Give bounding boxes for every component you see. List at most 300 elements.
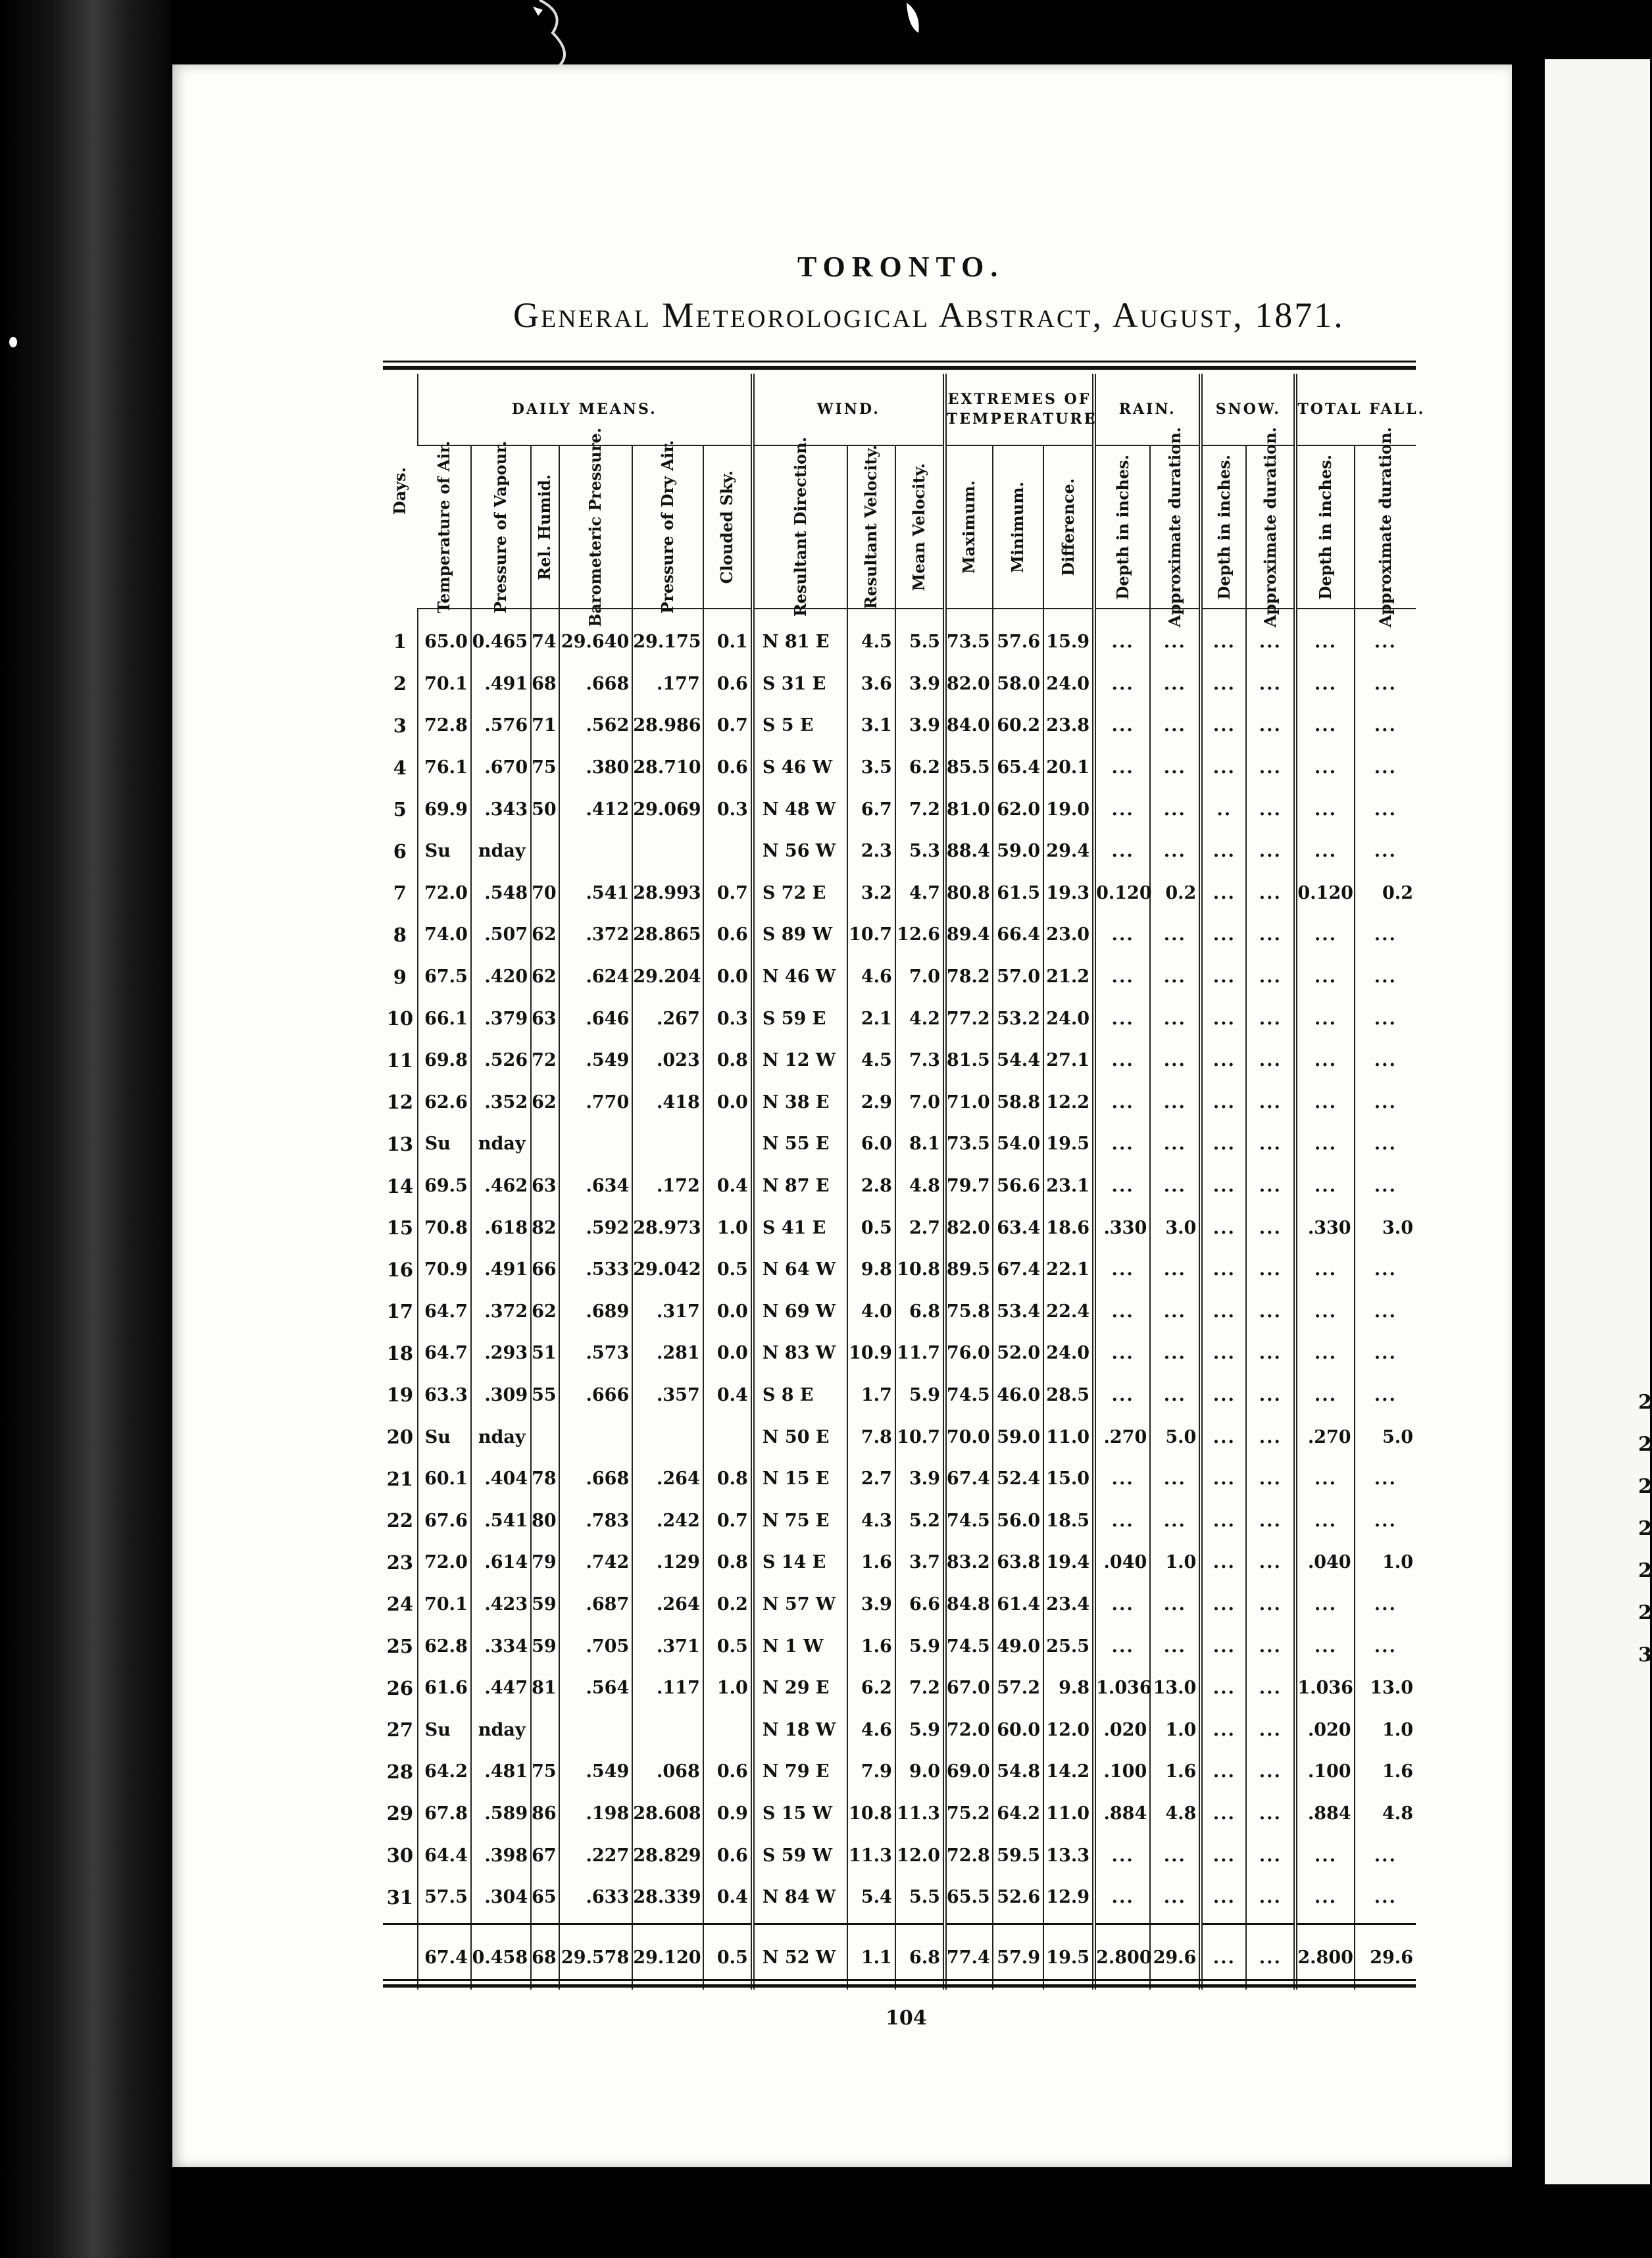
table-cell: 9.8	[1043, 1667, 1094, 1709]
table-cell: 28.5	[1043, 1374, 1094, 1417]
table-cell: ...	[1094, 609, 1150, 663]
table-cell: 22.4	[1043, 1291, 1094, 1333]
table-cell	[559, 830, 633, 872]
table-cell: ...	[1246, 1207, 1295, 1249]
table-cell: .379	[471, 997, 531, 1040]
group-extremes: EXTREMES OF TEMPERATURE	[945, 374, 1094, 445]
table-cell: ...	[1355, 705, 1416, 747]
table-cell: ...	[1246, 788, 1295, 830]
day-number: 11	[386, 1049, 414, 1072]
table-cell: N 29 E	[753, 1667, 847, 1709]
table-cell: 59.0	[993, 830, 1043, 872]
table-cell: 76.1	[418, 747, 471, 789]
table-cell: 19.5	[1043, 1123, 1094, 1165]
table-cell: 12.9	[1043, 1876, 1094, 1919]
table-cell: nday	[471, 1709, 531, 1751]
table-cell: N 50 E	[753, 1416, 847, 1458]
table-cell: 28.339	[632, 1876, 703, 1919]
table-cell: ...	[1201, 663, 1246, 705]
table-cell: N 84 W	[753, 1876, 847, 1919]
table-cell: .227	[559, 1834, 633, 1876]
table-cell: 28.829	[632, 1834, 703, 1876]
table-cell: 0.120	[1295, 872, 1354, 915]
table-cell: ...	[1094, 1458, 1150, 1500]
table-cell: ...	[1201, 1542, 1246, 1584]
table-cell: 1.6	[1150, 1751, 1201, 1793]
table-cell: .380	[559, 747, 633, 789]
table-cell: .129	[632, 1542, 703, 1584]
table-cell: 29.4	[1043, 830, 1094, 872]
table-cell: 65.5	[945, 1876, 993, 1919]
column-header: Clouded Sky.	[703, 445, 753, 609]
table-cell: 64.7	[418, 1291, 471, 1333]
table-cell: .576	[471, 705, 531, 747]
table-cell	[632, 1416, 703, 1458]
table-cell: 72.0	[945, 1709, 993, 1751]
book-binding-shadow	[0, 0, 171, 2258]
table-cell: .371	[632, 1625, 703, 1667]
table-cell: 0.0	[703, 1291, 753, 1333]
table-cell: 64.2	[418, 1751, 471, 1793]
table-cell: ...	[1201, 1082, 1246, 1124]
table-cell: 15.9	[1043, 609, 1094, 663]
table-cell: 18.5	[1043, 1499, 1094, 1542]
table-cell: 52.4	[993, 1458, 1043, 1500]
edge-speck	[9, 337, 17, 347]
table-cell: ...	[1094, 1123, 1150, 1165]
table-cell: 0.6	[703, 1834, 753, 1876]
table-cell: 2.9	[847, 1082, 895, 1124]
table-cell: ...	[1295, 705, 1354, 747]
table-cell: 0.5	[703, 1249, 753, 1291]
table-cell: ...	[1094, 747, 1150, 789]
table-cell	[703, 830, 753, 872]
table-cell: 70.1	[418, 1584, 471, 1626]
column-header: Pressure of Dry Air.	[632, 445, 703, 609]
table-cell: 0.4	[703, 1374, 753, 1417]
table-cell: 63.3	[418, 1374, 471, 1417]
table-cell: 24.0	[1043, 1332, 1094, 1374]
table-cell: .614	[471, 1542, 531, 1584]
table-cell: ...	[1246, 1584, 1295, 1626]
table-cell: 4.8	[1355, 1793, 1416, 1835]
table-cell: 5.5	[895, 1876, 945, 1919]
table-cell: ...	[1150, 1332, 1201, 1374]
table-cell: .533	[559, 1249, 633, 1291]
margin-number: 2	[1638, 1601, 1652, 1624]
table-cell: 4.7	[895, 872, 945, 915]
table-cell: 59.5	[993, 1834, 1043, 1876]
table-cell: ...	[1355, 1040, 1416, 1082]
table-cell: N 81 E	[753, 609, 847, 663]
table-cell: .372	[559, 914, 633, 956]
table-cell: ...	[1201, 1793, 1246, 1835]
table-cell: .404	[471, 1458, 531, 1500]
table-cell: ...	[1150, 1040, 1201, 1082]
table-cell: .317	[632, 1291, 703, 1333]
table-cell: ...	[1355, 1584, 1416, 1626]
table-cell: ...	[1295, 1458, 1354, 1500]
table-cell: ...	[1150, 663, 1201, 705]
table-cell: 54.0	[993, 1123, 1043, 1165]
day-number: 3	[393, 714, 407, 737]
table-cell: 5.5	[895, 609, 945, 663]
column-header: Resultant Velocity.	[847, 445, 895, 609]
table-cell: 1.0	[1355, 1709, 1416, 1751]
table-cell: 4.5	[847, 609, 895, 663]
table-cell: 64.7	[418, 1332, 471, 1374]
table-cell: 62.0	[993, 788, 1043, 830]
table-cell: 1.0	[703, 1207, 753, 1249]
table-cell: ...	[1150, 1876, 1201, 1919]
table-cell: ...	[1295, 1123, 1354, 1165]
table-cell: 63.4	[993, 1207, 1043, 1249]
table-cell: 11.3	[847, 1834, 895, 1876]
table-cell: .646	[559, 997, 633, 1040]
table-cell: 1.0	[703, 1667, 753, 1709]
table-cell: 12.0	[895, 1834, 945, 1876]
table-cell: ...	[1201, 609, 1246, 663]
table-cell: .172	[632, 1165, 703, 1207]
table-cell: ...	[1295, 1584, 1354, 1626]
table-cell: 72.8	[945, 1834, 993, 1876]
table-cell: 67.6	[418, 1499, 471, 1542]
table-cell: 62	[531, 956, 559, 998]
table-cell: .549	[559, 1751, 633, 1793]
table-cell: N 87 E	[753, 1165, 847, 1207]
table-cell: 0.8	[703, 1542, 753, 1584]
column-header: Temperature of Air.	[418, 445, 471, 609]
table-cell: 69.9	[418, 788, 471, 830]
table-cell: 3.9	[895, 663, 945, 705]
day-number: 12	[386, 1091, 414, 1114]
table-cell: 50	[531, 788, 559, 830]
column-header: Depth in inches.	[1201, 445, 1246, 609]
table-cell: ...	[1150, 1082, 1201, 1124]
table-cell: 5.0	[1355, 1416, 1416, 1458]
table-row	[383, 1793, 1416, 1835]
table-cell: 11.3	[895, 1793, 945, 1835]
table-cell: 4.6	[847, 956, 895, 998]
day-number: 8	[393, 923, 407, 946]
table-cell: 57.0	[993, 956, 1043, 998]
table-cell: .242	[632, 1499, 703, 1542]
table-cell: 0.8	[703, 1040, 753, 1082]
table-cell: ...	[1201, 1249, 1246, 1291]
table-cell: ...	[1355, 788, 1416, 830]
table-cell: 22.1	[1043, 1249, 1094, 1291]
table-cell: .670	[471, 747, 531, 789]
table-cell: ...	[1150, 1123, 1201, 1165]
table-cell: ...	[1246, 997, 1295, 1040]
table-cell: 1.036	[1295, 1667, 1354, 1709]
table-cell: 85.5	[945, 747, 993, 789]
table-cell: N 12 W	[753, 1040, 847, 1082]
table-cell: ...	[1246, 1834, 1295, 1876]
table-cell: 67.5	[418, 956, 471, 998]
table-cell: 6.6	[895, 1584, 945, 1626]
table-cell: 1.0	[1355, 1542, 1416, 1584]
table-cell: 82.0	[945, 1207, 993, 1249]
table-cell: 6.8	[895, 1924, 945, 1990]
table-cell: ...	[1295, 1625, 1354, 1667]
day-number: 4	[393, 756, 407, 779]
paper-scrap	[526, 0, 572, 66]
table-row	[383, 1332, 1416, 1374]
table-cell: 78	[531, 1458, 559, 1500]
margin-number: 2	[1638, 1391, 1652, 1414]
table-cell: .040	[1295, 1542, 1354, 1584]
table-cell: 77.2	[945, 997, 993, 1040]
table-cell: .330	[1295, 1207, 1354, 1249]
meteorological-abstract-table	[383, 374, 1426, 1990]
table-cell: ...	[1246, 1123, 1295, 1165]
group-snow: SNOW.	[1201, 374, 1295, 445]
table-cell: 65.0	[418, 609, 471, 663]
table-cell: 0.4	[703, 1165, 753, 1207]
table-cell: 53.2	[993, 997, 1043, 1040]
table-cell: 69.0	[945, 1751, 993, 1793]
table-cell: 3.9	[895, 1458, 945, 1500]
table-cell: .352	[471, 1082, 531, 1124]
table-cell: 64.4	[418, 1834, 471, 1876]
table-cell: 1.0	[1150, 1542, 1201, 1584]
table-cell: 70.1	[418, 663, 471, 705]
table-cell: S 59 E	[753, 997, 847, 1040]
margin-number: 2	[1638, 1517, 1652, 1540]
table-cell: .040	[1094, 1542, 1150, 1584]
table-cell: 57.6	[993, 609, 1043, 663]
table-cell: 12.0	[1043, 1709, 1094, 1751]
table-cell: 0.3	[703, 788, 753, 830]
day-number: 30	[386, 1844, 414, 1867]
table-cell: 24.0	[1043, 663, 1094, 705]
table-cell: ...	[1201, 1332, 1246, 1374]
day-number: 15	[386, 1217, 414, 1240]
table-cell: 0.5	[703, 1625, 753, 1667]
table-cell: ...	[1201, 830, 1246, 872]
table-cell: 2.7	[895, 1207, 945, 1249]
table-cell: ...	[1295, 997, 1354, 1040]
table-cell: 23.1	[1043, 1165, 1094, 1207]
table-cell: ...	[1295, 1374, 1354, 1417]
table-cell: .481	[471, 1751, 531, 1793]
table-cell: 1.7	[847, 1374, 895, 1417]
table-cell: 68	[531, 663, 559, 705]
table-cell: ...	[1355, 1249, 1416, 1291]
table-cell: 5.2	[895, 1499, 945, 1542]
table-cell: 82.0	[945, 663, 993, 705]
days-header: Days.	[389, 467, 409, 515]
column-header: Approximate duration.	[1355, 445, 1416, 609]
table-cell: .177	[632, 663, 703, 705]
table-row	[383, 1542, 1416, 1584]
table-cell: 9.8	[847, 1249, 895, 1291]
table-cell: N 46 W	[753, 956, 847, 998]
table-cell: .023	[632, 1040, 703, 1082]
table-cell: ...	[1295, 830, 1354, 872]
table-cell: ...	[1246, 747, 1295, 789]
table-cell: ...	[1295, 788, 1354, 830]
table-cell: ...	[1094, 705, 1150, 747]
table-cell: ...	[1150, 1625, 1201, 1667]
table-cell: .526	[471, 1040, 531, 1082]
table-cell: 4.0	[847, 1291, 895, 1333]
table-cell: 21.2	[1043, 956, 1094, 998]
table-cell: ...	[1201, 1625, 1246, 1667]
table-cell: ...	[1295, 1499, 1354, 1542]
table-cell: .412	[559, 788, 633, 830]
table-cell: ...	[1201, 1291, 1246, 1333]
day-number: 22	[386, 1509, 414, 1532]
table-cell: 70.8	[418, 1207, 471, 1249]
table-cell: ...	[1201, 1584, 1246, 1626]
table-cell: S 14 E	[753, 1542, 847, 1584]
table-cell: S 15 W	[753, 1793, 847, 1835]
table-cell: .330	[1094, 1207, 1150, 1249]
group-wind: WIND.	[753, 374, 945, 445]
table-cell: ...	[1295, 1876, 1354, 1919]
column-header: Approximate duration.	[1246, 445, 1295, 609]
table-cell: 59	[531, 1584, 559, 1626]
table-cell: .507	[471, 914, 531, 956]
table-cell: 76.0	[945, 1332, 993, 1374]
table-cell: ...	[1246, 609, 1295, 663]
table-cell: .770	[559, 1082, 633, 1124]
table-cell: 0.6	[703, 747, 753, 789]
table-cell: 4.8	[1150, 1793, 1201, 1835]
table-cell: 1.036	[1094, 1667, 1150, 1709]
table-cell: 5.4	[847, 1876, 895, 1919]
table-cell: 6.2	[847, 1667, 895, 1709]
table-cell: .420	[471, 956, 531, 998]
table-cell: 89.5	[945, 1249, 993, 1291]
table-cell: ...	[1355, 1625, 1416, 1667]
table-cell: ...	[1295, 1834, 1354, 1876]
day-number: 7	[393, 882, 407, 905]
table-cell: N 52 W	[753, 1924, 847, 1990]
table-cell: 6.2	[895, 747, 945, 789]
table-cell: .100	[1295, 1751, 1354, 1793]
table-cell: .357	[632, 1374, 703, 1417]
table-cell: Su	[418, 1123, 471, 1165]
table-cell: ...	[1150, 1374, 1201, 1417]
table-row	[383, 914, 1416, 956]
table-cell: 51	[531, 1332, 559, 1374]
table-cell: Su	[418, 1709, 471, 1751]
table-cell: 54.8	[993, 1751, 1043, 1793]
table-cell: ...	[1246, 705, 1295, 747]
table-cell: 74	[531, 609, 559, 663]
table-cell: 12.2	[1043, 1082, 1094, 1124]
table-cell	[703, 1123, 753, 1165]
table-cell: ...	[1246, 1416, 1295, 1458]
table-cell: 12.6	[895, 914, 945, 956]
table-cell: 2.800	[1295, 1924, 1354, 1990]
table-cell: .117	[632, 1667, 703, 1709]
table-cell: S 89 W	[753, 914, 847, 956]
table-cell: ...	[1201, 1123, 1246, 1165]
table-cell: 13.3	[1043, 1834, 1094, 1876]
table-cell: .668	[559, 663, 633, 705]
table-cell: 0.6	[703, 1751, 753, 1793]
top-rule	[383, 361, 1416, 363]
table-cell: 66.4	[993, 914, 1043, 956]
table-cell: .884	[1295, 1793, 1354, 1835]
day-number: 14	[386, 1174, 414, 1197]
table-cell: 58.8	[993, 1082, 1043, 1124]
table-row	[383, 1374, 1416, 1417]
table-cell: ...	[1094, 1834, 1150, 1876]
table-cell: ...	[1246, 663, 1295, 705]
table-cell: 59	[531, 1625, 559, 1667]
bottom-rule-thick	[383, 1984, 1416, 1988]
table-cell: 28.710	[632, 747, 703, 789]
margin-number: 2	[1638, 1433, 1652, 1456]
table-cell: .020	[1094, 1709, 1150, 1751]
table-cell: 74.0	[418, 914, 471, 956]
table-cell: ...	[1094, 663, 1150, 705]
table-cell: ...	[1201, 1416, 1246, 1458]
table-cell: 7.0	[895, 956, 945, 998]
table-cell: .334	[471, 1625, 531, 1667]
table-cell: 5.3	[895, 830, 945, 872]
table-cell: ...	[1094, 1625, 1150, 1667]
table-cell: ...	[1355, 914, 1416, 956]
table-cell: 8.1	[895, 1123, 945, 1165]
table-cell: 28.865	[632, 914, 703, 956]
table-cell: ...	[1094, 1165, 1150, 1207]
table-cell: 9.0	[895, 1751, 945, 1793]
table-cell: 28.608	[632, 1793, 703, 1835]
table-cell: 81	[531, 1667, 559, 1709]
table-cell: ...	[1246, 1542, 1295, 1584]
table-cell: ...	[1201, 747, 1246, 789]
table-cell: ...	[1201, 1709, 1246, 1751]
margin-number: 2	[1638, 1559, 1652, 1582]
day-number: 27	[386, 1719, 414, 1742]
group-rain: RAIN.	[1094, 374, 1201, 445]
table-cell: .589	[471, 1793, 531, 1835]
table-cell: .541	[471, 1499, 531, 1542]
table-cell: 89.4	[945, 914, 993, 956]
top-rule-thick	[383, 366, 1416, 370]
table-cell: ...	[1150, 705, 1201, 747]
table-cell: ...	[1201, 1207, 1246, 1249]
table-cell: 57.5	[418, 1876, 471, 1919]
table-cell: ...	[1355, 1876, 1416, 1919]
table-cell: 58.0	[993, 663, 1043, 705]
table-cell: ...	[1201, 872, 1246, 915]
table-cell: ...	[1246, 1793, 1295, 1835]
day-number: 26	[386, 1676, 414, 1699]
table-cell: ...	[1246, 1332, 1295, 1374]
table-cell: N 75 E	[753, 1499, 847, 1542]
table-cell: 74.5	[945, 1499, 993, 1542]
table-cell: 54.4	[993, 1040, 1043, 1082]
table-cell: .270	[1094, 1416, 1150, 1458]
table-cell: 70	[531, 872, 559, 915]
day-number: 29	[386, 1802, 414, 1825]
table-cell: 75.2	[945, 1793, 993, 1835]
table-cell: ...	[1246, 1499, 1295, 1542]
table-cell: ...	[1295, 914, 1354, 956]
table-cell: ...	[1355, 1374, 1416, 1417]
table-cell: .687	[559, 1584, 633, 1626]
table-cell: 62.6	[418, 1082, 471, 1124]
column-header: Rel. Humid.	[531, 445, 559, 609]
table-cell: 0.1	[703, 609, 753, 663]
